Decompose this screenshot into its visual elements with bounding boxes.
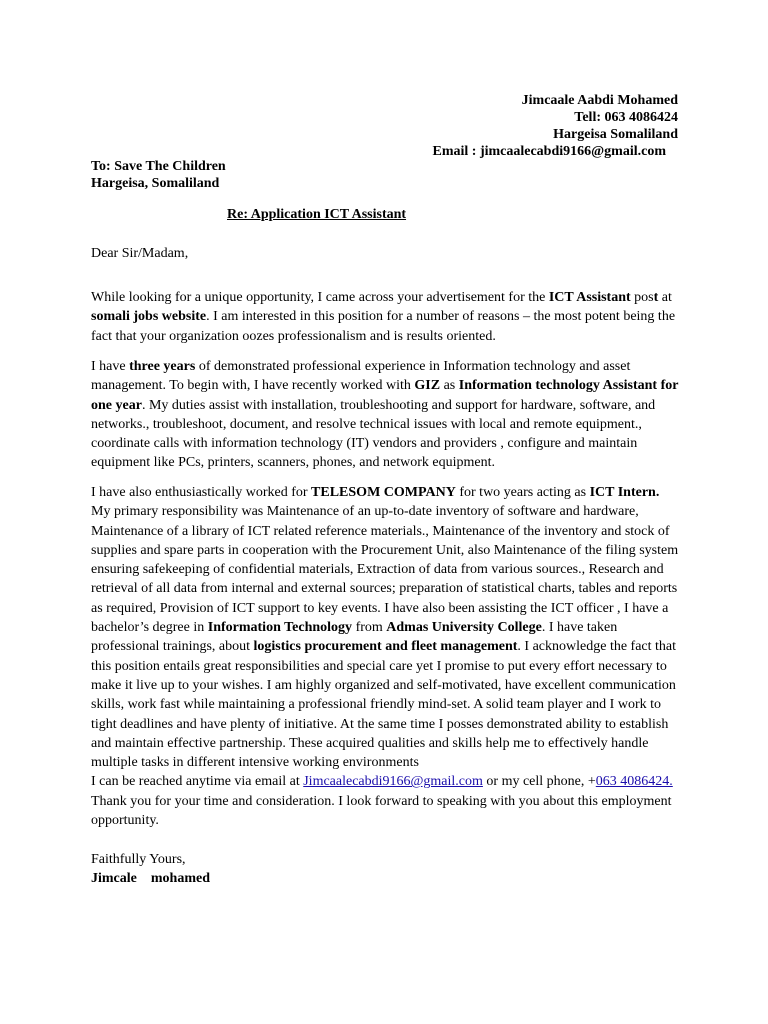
p3-bold-college: Admas University College [386, 620, 542, 636]
p1-text-4: . I am interested in this position for a number of reasons – the most potent being the fact that your organization oozes professionalism and is results oriented. [91, 309, 676, 344]
sender-email: Email : jimcaalecabdi9166@gmail.com [432, 144, 666, 159]
p3-text-5: . I have taken professional trainings, about [91, 620, 618, 655]
sender-tel: Tell: 063 4086424 [574, 110, 678, 125]
sender-name: Jimcaale Aabdi Mohamed [521, 93, 678, 108]
p3-text-2: for two years acting as [455, 485, 590, 500]
email-link[interactable]: Jimcaalecabdi9166@gmail.com [303, 774, 483, 790]
p1-text-3: at [658, 290, 672, 305]
p3-bold-role: ICT Intern. [589, 485, 660, 500]
p3-bold-degree: Information Technology [207, 620, 353, 636]
p3-bold-company: TELESOM COMPANY [311, 485, 456, 500]
p1-text-2: pos [630, 290, 654, 305]
p2-text-1: I have [91, 359, 130, 374]
p3-text-3: My primary responsibility was Maintenance of an up-to-date inventory of software and hardware, Maintenance of a library of ICT related reference materials., Maintenance of the inventory and stock of supplies and spare parts in cooperation with the Procurement Unit, also Maintenance of the filing system ensuring safekeeping of confidential materials, Extraction of data from various sources., Research and retrieval of all data from internal and external sources; preparation of statistical charts, tables and reports as required, Provision of ICT support to key events. I have also been assisting the ICT officer , I have a bachelor’s degree in [91, 504, 679, 636]
recipient-line-2: Hargeisa, Somaliland [91, 176, 220, 191]
sender-block [433, 92, 679, 160]
signature-name: Jimcale mohamed [91, 871, 210, 886]
closing-block [91, 850, 210, 888]
p2-text-4: . My duties assist with installation, troubleshooting and support for hardware, software, and networks., troubleshoot, document, and resolve technical issues with local and remote equipment., coordinate calls with information technology (IT) vendors and providers , configure and maintain equipment like PCs, printers, scanners, phones, and network equipment. [91, 397, 656, 471]
p3-text-9: Thank you for your time and consideration. I look forward to speaking with you about this employment opportunity. [91, 793, 672, 829]
p3-text-6: . I acknowledge the fact that this position entails great responsibilities and special care yet I promise to put every effort necessary to make it live up to your wishes. I am highly organized and self-motivated, have excellent communication skills, work fast while maintaining a professional friendly mind-set. A solid team player and I work to tight deadlines and have plenty of initiative. At the same time I posses demonstrated ability to establish and maintain effective partnership. These acquired qualities and skills help me to effectively handle multiple tasks in different intensive working environments [91, 639, 677, 771]
recipient-line-1: To: Save The Children [91, 159, 226, 174]
p2-bold-employer: GIZ [414, 378, 441, 394]
paragraph-intro [91, 288, 681, 346]
p1-bold-source: somali jobs website [91, 309, 207, 325]
p3-text-7: I can be reached anytime via email at [91, 774, 304, 790]
phone-link[interactable]: 063 4086424. [595, 774, 673, 790]
p1-text-1: While looking for a unique opportunity, I came across your advertisement for the [91, 290, 549, 305]
salutation: Dear Sir/Madam, [91, 246, 189, 261]
p2-bold-role: Information technology Assistant for one year [91, 378, 679, 413]
p3-text-4: from [352, 620, 387, 636]
sender-location: Hargeisa Somaliland [553, 127, 678, 142]
p2-text-3: as [440, 378, 459, 394]
p2-bold-years: three years [129, 359, 196, 374]
p3-text-1: I have also enthusiastically worked for [91, 485, 312, 500]
p2-text-2: of demonstrated professional experience in Information technology and asset management. To begin with, I have recently worked with [91, 359, 631, 394]
paragraph-experience [91, 357, 681, 473]
p3-text-8: or my cell phone, + [482, 774, 596, 790]
closing-line: Faithfully Yours, [91, 852, 186, 867]
recipient-block [91, 158, 226, 192]
paragraph-telesom [91, 483, 681, 830]
p1-bold-position: ICT Assistant [548, 290, 631, 305]
p3-bold-training: logistics procurement and fleet management [253, 639, 518, 655]
p1-bold-t: t [653, 290, 659, 305]
subject-line: Re: Application ICT Assistant [227, 207, 407, 222]
